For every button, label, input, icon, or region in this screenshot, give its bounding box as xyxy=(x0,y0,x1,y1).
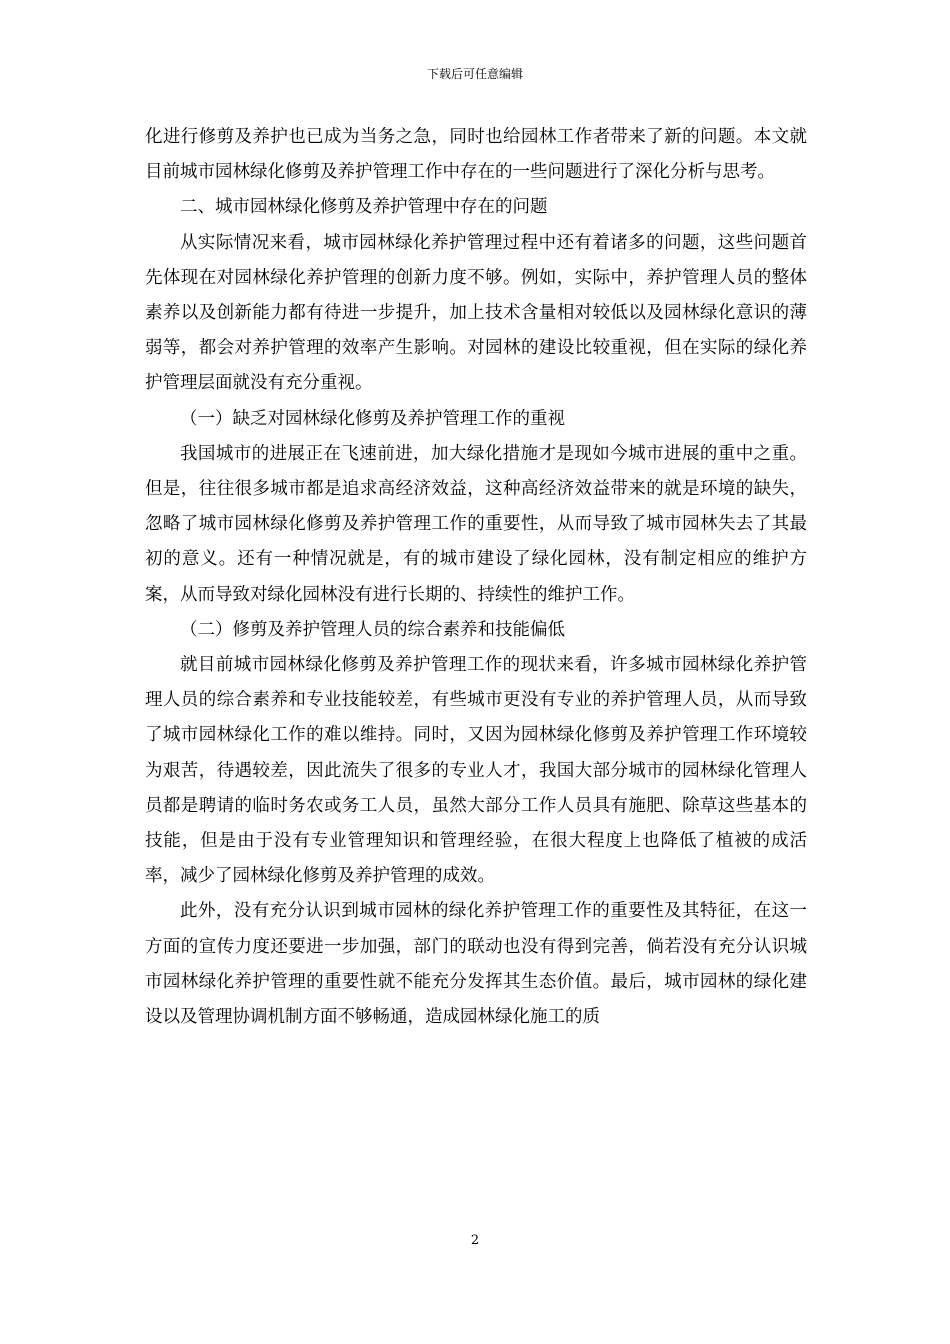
subsection-heading: （二）修剪及养护管理人员的综合素养和技能偏低 xyxy=(180,619,565,640)
paragraph: 就目前城市园林绿化修剪及养护管理工作的现状来看，许多城市园林绿化养护管理人员的综合素养和专业技能较差，有些城市更没有专业的养护管理人员，从而导致了城市园林绿化工作的难以维持。同时，又因为园林绿化修剪及养护管理工作环境较为艰苦，待遇较差，因此流失了很多的专业人才，我国大部分城市的园林绿化管理人员都是聘请的临时务农或务工人员，虽然大部分工作人员具有施肥、除草这些基本的技能，但是由于没有专业管理知识和管理经验，在很大程度上也降低了植被的成活率，减少了园林绿化修剪及养护管理的成效。 xyxy=(145,655,807,887)
paragraph: 从实际情况来看，城市园林绿化养护管理过程中还有着诸多的问题，这些问题首先体现在对园林绿化养护管理的创新力度不够。例如，实际中，养护管理人员的整体素养以及创新能力都有待进一步提升，加上技术含量相对较低以及园林绿化意识的薄弱等，都会对养护管理的效率产生影响。对园林的建设比较重视，但在实际的绿化养护管理层面就没有充分重视。 xyxy=(145,232,807,394)
section-heading: 二、城市园林绿化修剪及养护管理中存在的问题 xyxy=(180,197,548,218)
document-body xyxy=(145,120,807,1035)
paragraph-continuation: 化进行修剪及养护也已成为当务之急，同时也给园林工作者带来了新的问题。本文就目前城市园林绿化修剪及养护管理工作中存在的一些问题进行了深化分析与思考。 xyxy=(145,127,807,183)
subsection-heading: （一）缺乏对园林绿化修剪及养护管理工作的重视 xyxy=(180,408,565,429)
page-number: 2 xyxy=(470,1233,480,1248)
paragraph: 我国城市的进展正在飞速前进，加大绿化措施才是现如今城市进展的重中之重。但是，往往很多城市都是追求高经济效益，这种高经济效益带来的就是环境的缺失，忽略了城市园林绿化修剪及养护管理工作的重要性，从而导致了城市园林失去了其最初的意义。还有一种情况就是，有的城市建设了绿化园林，没有制定相应的维护方案，从而导致对绿化园林没有进行长期的、持续性的维护工作。 xyxy=(145,443,807,605)
page-header: 下载后可任意编辑 xyxy=(426,67,523,81)
paragraph: 此外，没有充分认识到城市园林的绿化养护管理工作的重要性及其特征，在这一方面的宣传力度还要进一步加强，部门的联动也没有得到完善，倘若没有充分认识城市园林绿化养护管理的重要性就不能充分发挥其生态价值。最后，城市园林的绿化建设以及管理协调机制方面不够畅通，造成园林绿化施工的质 xyxy=(145,901,807,1028)
